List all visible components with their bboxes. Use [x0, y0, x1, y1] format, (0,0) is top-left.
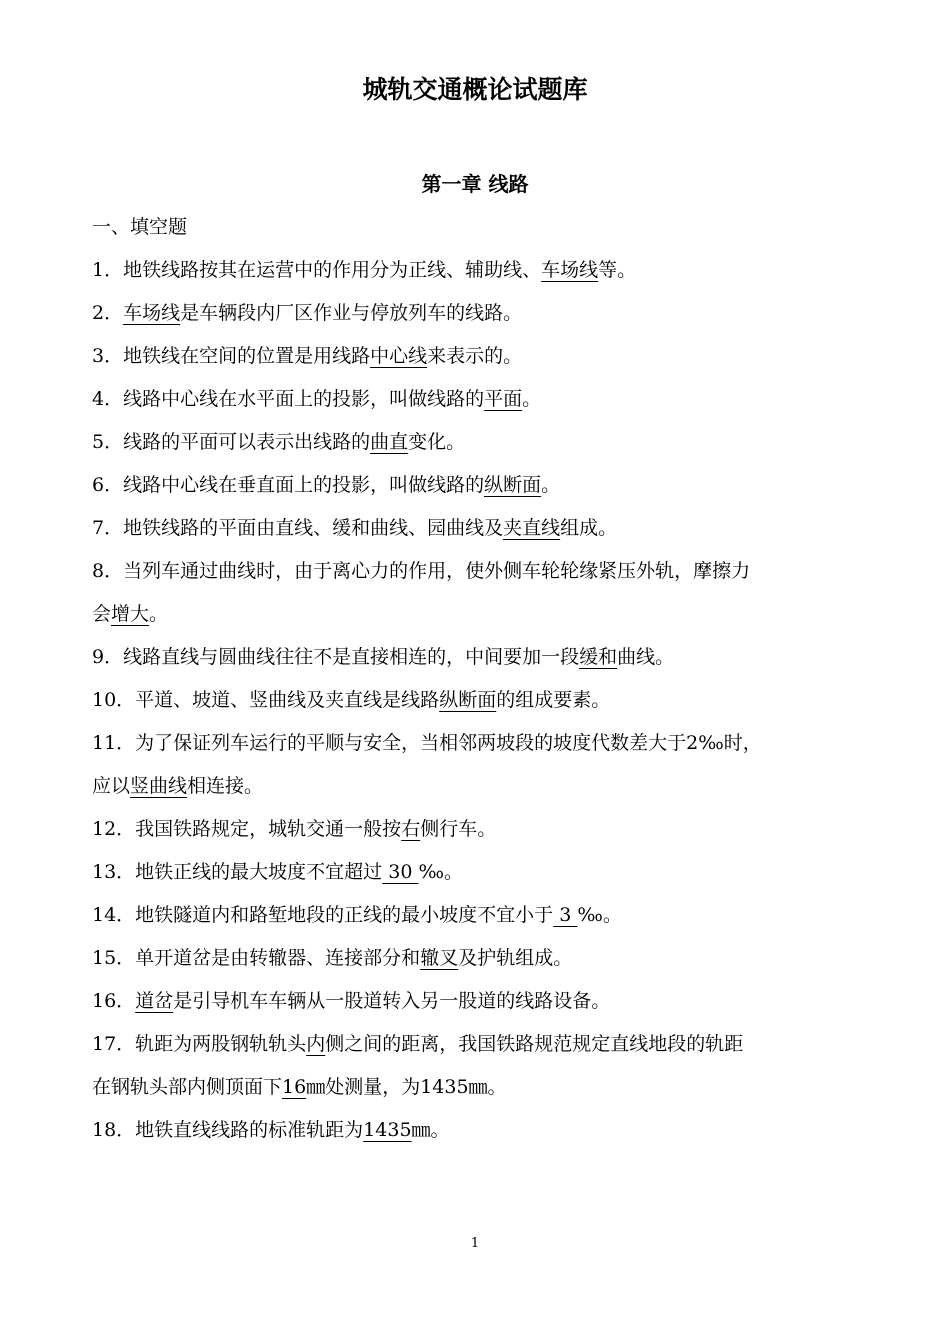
question-line [92, 254, 872, 297]
question-text: 8．当列车通过曲线时，由于离心力的作用，使外侧车轮轮缘紧压外轨，摩擦力 [92, 560, 751, 582]
question-text-tail: 曲线。 [617, 646, 675, 668]
answer-blank: 竖曲线 [130, 775, 188, 797]
question-text: 5．线路的平面可以表示出线路的 [92, 431, 371, 453]
answer-blank: 曲直 [370, 431, 409, 453]
question-text: 4．线路中心线在水平面上的投影，叫做线路的 [92, 388, 485, 410]
answer-blank: 车场线 [541, 259, 599, 281]
answer-blank: 缓和 [579, 646, 618, 668]
question-line [92, 985, 872, 1028]
question-text-tail: 相连接。 [187, 775, 264, 797]
question-text-tail: ㎜。 [411, 1119, 450, 1141]
question-line [92, 512, 872, 555]
page-number: 1 [470, 1236, 480, 1251]
question-line [92, 555, 872, 598]
question-line [92, 469, 872, 512]
question-text: 10．平道、坡道、竖曲线及夹直线是线路 [92, 689, 440, 711]
answer-blank: 车场线 [123, 302, 181, 324]
question-line [92, 813, 872, 856]
chapter-heading: 第一章 线路 [421, 172, 529, 196]
question-text-tail: 侧行车。 [420, 818, 497, 840]
question-text: 14．地铁隧道内和路堑地段的正线的最小坡度不宜小于 [92, 904, 554, 926]
question-text: 13．地铁正线的最大坡度不宜超过 [92, 861, 383, 883]
answer-blank: 中心线 [370, 345, 428, 367]
answer-blank: 辙叉 [420, 947, 459, 969]
document-title: 城轨交通概论试题库 [362, 75, 588, 104]
answer-blank: 30 [382, 861, 419, 883]
answer-blank: 纵断面 [439, 689, 497, 711]
answer-blank: 1435 [363, 1119, 412, 1141]
question-text-tail: 。 [149, 603, 169, 625]
question-text: 1．地铁线路按其在运营中的作用分为正线、辅助线、 [92, 259, 542, 281]
answer-blank: 内 [306, 1033, 326, 1055]
answer-blank: 增大 [111, 603, 150, 625]
question-text-tail: 的组成要素。 [496, 689, 611, 711]
question-line [92, 340, 872, 383]
question-text-tail: 及护轨组成。 [458, 947, 573, 969]
question-line [92, 1071, 872, 1114]
question-line [92, 598, 872, 641]
question-text: 17．轨距为两股钢轨轨头 [92, 1033, 307, 1055]
question-line [92, 1114, 872, 1157]
question-text: 2． [92, 302, 124, 324]
question-text: 在钢轨头部内侧顶面下 [92, 1076, 283, 1098]
question-text-tail: 是引导机车车辆从一股道转入另一股道的线路设备。 [173, 990, 611, 1012]
answer-blank: 平面 [484, 388, 523, 410]
question-text: 11．为了保证列车运行的平顺与安全，当相邻两坡段的坡度代数差大于2‰时， [92, 732, 762, 754]
question-text: 3．地铁线在空间的位置是用线路 [92, 345, 371, 367]
question-line [92, 426, 872, 469]
question-text: 6．线路中心线在垂直面上的投影，叫做线路的 [92, 474, 485, 496]
question-line [92, 641, 872, 684]
question-text-tail: 来表示的。 [427, 345, 523, 367]
question-text: 15．单开道岔是由转辙器、连接部分和 [92, 947, 421, 969]
question-text: 应以 [92, 775, 131, 797]
answer-blank: 3 [553, 904, 578, 926]
question-text-tail: 变化。 [408, 431, 466, 453]
answer-blank: 道岔 [135, 990, 174, 1012]
question-text: 7．地铁线路的平面由直线、缓和曲线、园曲线及 [92, 517, 504, 539]
question-text-tail: ㎜处测量，为1435㎜。 [306, 1076, 507, 1098]
question-line [92, 684, 872, 727]
question-text-tail: 侧之间的距离，我国铁路规范规定直线地段的轨距 [325, 1033, 744, 1055]
question-text: 会 [92, 603, 112, 625]
question-line [92, 383, 872, 426]
question-text: 12．我国铁路规定，城轨交通一般按 [92, 818, 402, 840]
answer-blank: 夹直线 [503, 517, 561, 539]
question-text-tail: 组成。 [560, 517, 618, 539]
question-line [92, 899, 872, 942]
question-text: 9．线路直线与圆曲线往往不是直接相连的，中间要加一段 [92, 646, 580, 668]
section-heading: 一、填空题 [92, 216, 188, 238]
question-text: 18．地铁直线线路的标准轨距为 [92, 1119, 364, 1141]
question-line [92, 727, 872, 770]
question-line [92, 856, 872, 899]
question-list [92, 254, 872, 1157]
question-text: 16． [92, 990, 136, 1012]
question-line [92, 942, 872, 985]
question-text-tail: 等。 [598, 259, 637, 281]
answer-blank: 纵断面 [484, 474, 542, 496]
question-text-tail: 。 [541, 474, 561, 496]
question-text-tail: 是车辆段内厂区作业与停放列车的线路。 [180, 302, 523, 324]
question-line [92, 1028, 872, 1071]
question-text-tail: 。 [522, 388, 542, 410]
question-line [92, 770, 872, 813]
question-line [92, 297, 872, 340]
question-text-tail: ‰。 [418, 861, 463, 883]
answer-blank: 右 [401, 818, 421, 840]
question-text-tail: ‰。 [577, 904, 622, 926]
answer-blank: 16 [282, 1076, 307, 1098]
